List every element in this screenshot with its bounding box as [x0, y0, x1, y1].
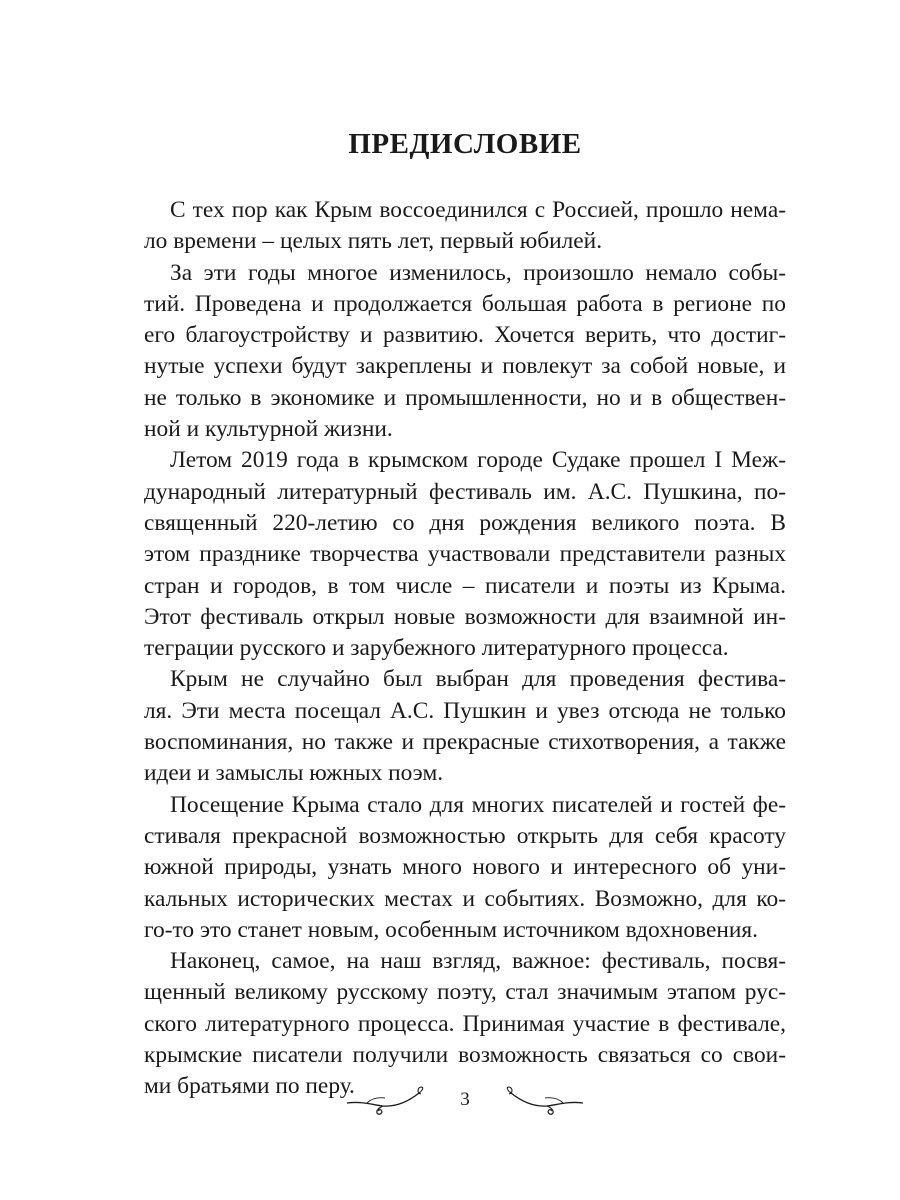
paragraph [144, 664, 786, 789]
paragraph [144, 258, 786, 446]
preface-text [144, 195, 786, 1103]
text-line: этом празднике творчества участвовали представители разных [144, 541, 786, 568]
text-line: щенный великому русскому поэту, стал значимым этапом рус- [144, 979, 786, 1006]
text-line: ского литературного процесса. Принимая участие в фестивале, [144, 1010, 786, 1037]
page-number: 3 [460, 1089, 470, 1110]
text-line: Посещение Крыма стало для многих писателей и гостей фе- [170, 791, 786, 818]
text-line: крымские писатели получили возможность связаться со свои- [144, 1042, 786, 1069]
text-line: Наконец, самое, на наш взгляд, важное: фестиваль, посвя- [170, 948, 786, 975]
text-line: кальных исторических местах и событиях. Возможно, для ко- [144, 885, 786, 912]
page-footer [340, 1075, 590, 1125]
text-line: Крым не случайно был выбран для проведения фестива- [170, 666, 786, 693]
text-line: Летом 2019 года в крымском городе Судаке прошел I Меж- [170, 447, 786, 474]
text-line: За эти годы многое изменилось, произошло немало собы- [170, 259, 786, 286]
flourish-right-icon [505, 1085, 585, 1117]
text-line: не только в экономике и промышленности, но и в обществен- [144, 384, 786, 411]
paragraph [144, 790, 786, 946]
text-line: ми братьями по перу. [144, 1073, 355, 1100]
text-line: воспоминания, но также и прекрасные стихотворения, а также [144, 729, 786, 756]
text-line: тий. Проведена и продолжается большая работа в регионе по [144, 290, 786, 317]
text-line: нутые успехи будут закреплены и повлекут за собой новые, и [144, 353, 786, 380]
text-line: южной природы, узнать много нового и интересного об уни- [144, 854, 786, 881]
text-line: дународный литературный фестиваль им. А.С. Пушкина, по- [144, 478, 786, 505]
text-line: идеи и замыслы южных поэм. [144, 760, 444, 787]
text-line: С тех пор как Крым воссоединился с Россией, прошло нема- [170, 197, 786, 223]
paragraph [144, 445, 786, 664]
text-line: стиваля прекрасной возможностью открыть для себя красоту [144, 822, 786, 849]
text-line: стран и городов, в том числе – писатели и поэты из Крыма. [144, 572, 786, 599]
text-line: священный 220-летию со дня рождения великого поэта. В [144, 509, 786, 536]
text-line: теграции русского и зарубежного литературного процесса. [144, 635, 729, 662]
text-line: ло времени – целых пять лет, первый юбилей. [144, 228, 603, 255]
text-line: ной и культурной жизни. [144, 416, 393, 443]
text-line: Этот фестиваль открыл новые возможности для взаимной ин- [144, 603, 786, 630]
text-line: ля. Эти места посещал А.С. Пушкин и увез отсюда не только [144, 697, 786, 724]
paragraph [144, 195, 786, 258]
text-line: го-то это станет новым, особенным источником вдохновения. [144, 916, 758, 943]
page-title: ПРЕДИСЛОВИЕ [348, 128, 582, 160]
text-line: его благоустройству и развитию. Хочется верить, что достиг- [144, 322, 786, 349]
